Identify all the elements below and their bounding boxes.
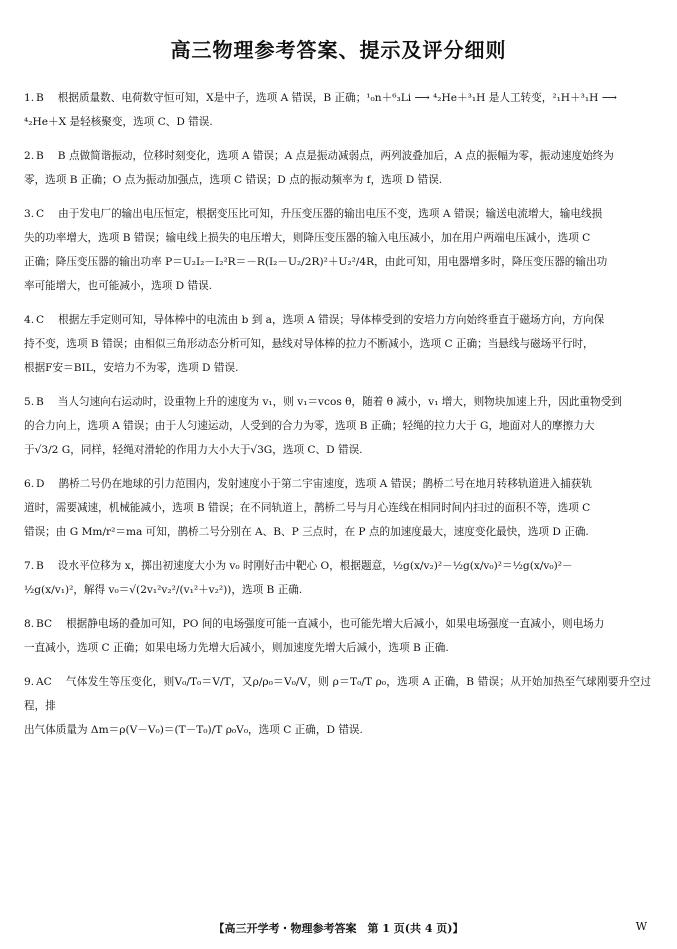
explanation-text: 错误；由 G Mm/r²＝ma 可知，鹊桥二号分别在 A、B、P 三点时，在 P 点的加速度最大，速度变化最快，选项 D 正确. (24, 526, 589, 538)
answer-line (24, 636, 651, 660)
explanation-text: 失的功率增大，选项 B 错误；输电线上损失的电压增大，则降压变压器的输入电压减小，加在用户两端电压减小，选项 C (24, 232, 591, 244)
answer-line (24, 332, 651, 356)
page-title: 高三物理参考答案、提示及评分细则 (170, 38, 507, 62)
explanation-text: 气体发生等压变化，则V₀/T₀＝V/T，又ρ/ρ₀＝V₀/V，则 ρ＝T₀/T ρ₀，选项 A 正确，B 错误；从开始加热至气球刚要升空过程，排 (24, 676, 651, 712)
answer-line (24, 356, 651, 380)
answer-line (24, 274, 651, 298)
answer-line (24, 472, 651, 496)
explanation-text: ½g(x/v₁)²，解得 v₀＝√(2v₁²v₂²/(v₁²＋v₂²))，选项 B 正确. (24, 584, 303, 596)
answer-choice: B (36, 150, 44, 162)
explanation-text: ⁴₂He＋X 是轻核聚变，选项 C、D 错误. (24, 116, 213, 128)
answer-line (24, 414, 651, 438)
answer-line (24, 144, 651, 168)
answer-line (24, 578, 651, 602)
answer-line (24, 520, 651, 544)
question-number: 5. (24, 396, 35, 408)
explanation-text: 根据质量数、电荷数守恒可知，X是中子，选项 A 错误，B 正确；¹₀n＋⁶₃Li ⟶ ⁴₂He＋³₁H 是人工转变，²₁H＋³₁H ⟶ (57, 92, 617, 104)
answer-choice: B (36, 560, 44, 572)
explanation-text: 一直减小，选项 C 正确；如果电场力先增大后减小，则加速度先增大后减小，选项 B 正确. (24, 642, 449, 654)
question-number: 8. (24, 618, 35, 630)
explanation-text: B 点做简谐振动，位移时刻变化，选项 A 错误；A 点是振动减弱点，两列波叠加后，A 点的振幅为零，振动速度始终为 (57, 150, 614, 162)
explanation-text: 出气体质量为 Δm＝ρ(V－V₀)＝(T－T₀)/T ρ₀V₀，选项 C 正确，D 错误. (24, 724, 363, 736)
answer-line (24, 496, 651, 520)
answer-item (24, 86, 651, 134)
answer-choice: D (36, 478, 45, 490)
explanation-text: 于√3/2 G，同样，轻绳对滑轮的作用力大小大于√3G，选项 C、D 错误. (24, 444, 363, 456)
question-number: 2. (24, 150, 35, 162)
answer-item (24, 308, 651, 380)
explanation-text: 正确；降压变压器的输出功率 P＝U₂I₂－I₂²R＝－R(I₂－U₂/2R)²＋U₂²/4R，由此可知，用电器增多时，降压变压器的输出功 (24, 256, 608, 268)
answer-line (24, 110, 651, 134)
answer-line (24, 168, 651, 192)
answer-item (24, 472, 651, 544)
answer-line (24, 670, 651, 718)
explanation-text: 鹊桥二号仍在地球的引力范围内，发射速度小于第二宇宙速度，选项 A 错误；鹊桥二号在地月转移轨道进入捕获轨 (58, 478, 592, 490)
answer-choice: AC (36, 676, 52, 688)
question-number: 9. (24, 676, 35, 688)
question-number: 4. (24, 314, 35, 326)
answer-item (24, 554, 651, 602)
explanation-text: 零，选项 B 正确；O 点为振动加强点，选项 C 错误；D 点的振动频率为 f，选项 D 错误. (24, 174, 443, 186)
answer-line (24, 202, 651, 226)
answer-choice: B (36, 396, 44, 408)
answer-choice: B (36, 92, 44, 104)
answer-list (24, 86, 651, 752)
explanation-text: 由于发电厂的输出电压恒定，根据变压比可知，升压变压器的输出电压不变，选项 A 错误；输送电流增大，输电线损 (58, 208, 603, 220)
answer-choice: C (36, 208, 45, 220)
explanation-text: 的合力向上，选项 A 错误；由于人匀速运动，人受到的合力为零，选项 B 正确；轻绳的拉力大于 G，地面对人的摩擦力大 (24, 420, 595, 432)
explanation-text: 道时，需要减速，机械能减小，选项 B 错误；在不同轨道上，鹊桥二号与月心连线在相同时间内扫过的面积不等，选项 C (24, 502, 591, 514)
question-number: 6. (24, 478, 35, 490)
answer-line (24, 226, 651, 250)
page-footer: 【高三开学考・物理参考答案 第 1 页(共 4 页)】 (213, 922, 464, 935)
explanation-text: 率可能增大，也可能减小，选项 D 错误. (24, 280, 213, 292)
answer-choice: C (36, 314, 45, 326)
explanation-text: 根据F安＝BIL，安培力不为零，选项 D 错误. (24, 362, 239, 374)
answer-line (24, 250, 651, 274)
question-number: 3. (24, 208, 35, 220)
answer-item (24, 670, 651, 742)
answer-line (24, 554, 651, 578)
answer-item (24, 612, 651, 660)
answer-choice: BC (36, 618, 53, 630)
answer-item (24, 144, 651, 192)
answer-line (24, 438, 651, 462)
answer-line (24, 390, 651, 414)
answer-item (24, 202, 651, 298)
answer-line (24, 612, 651, 636)
explanation-text: 持不变，选项 B 错误；由相似三角形动态分析可知，悬线对导体棒的拉力不断减小，选项 C 正确；当悬线与磁场平行时， (24, 338, 594, 350)
explanation-text: 根据左手定则可知，导体棒中的电流由 b 到 a，选项 A 错误；导体棒受到的安培力方向始终垂直于磁场方向，方向保 (58, 314, 605, 326)
answer-item (24, 390, 651, 462)
question-number: 1. (24, 92, 35, 104)
footer-mark: W (635, 920, 647, 933)
answer-line (24, 718, 651, 742)
explanation-text: 当人匀速向右运动时，设重物上升的速度为 v₁，则 v₁＝vcos θ，随着 θ 减小，v₁ 增大，则物块加速上升，因此重物受到 (57, 396, 622, 408)
answer-line (24, 308, 651, 332)
explanation-text: 根据静电场的叠加可知，PO 间的电场强度可能一直减小，也可能先增大后减小，如果电场强度一直减小，则电场力 (66, 618, 605, 630)
explanation-text: 设水平位移为 x，掷出初速度大小为 v₀ 时刚好击中靶心 O，根据题意，½g(x/v₂)²－½g(x/v₀)²＝½g(x/v₀)²－ (57, 560, 573, 572)
question-number: 7. (24, 560, 35, 572)
answer-line (24, 86, 651, 110)
